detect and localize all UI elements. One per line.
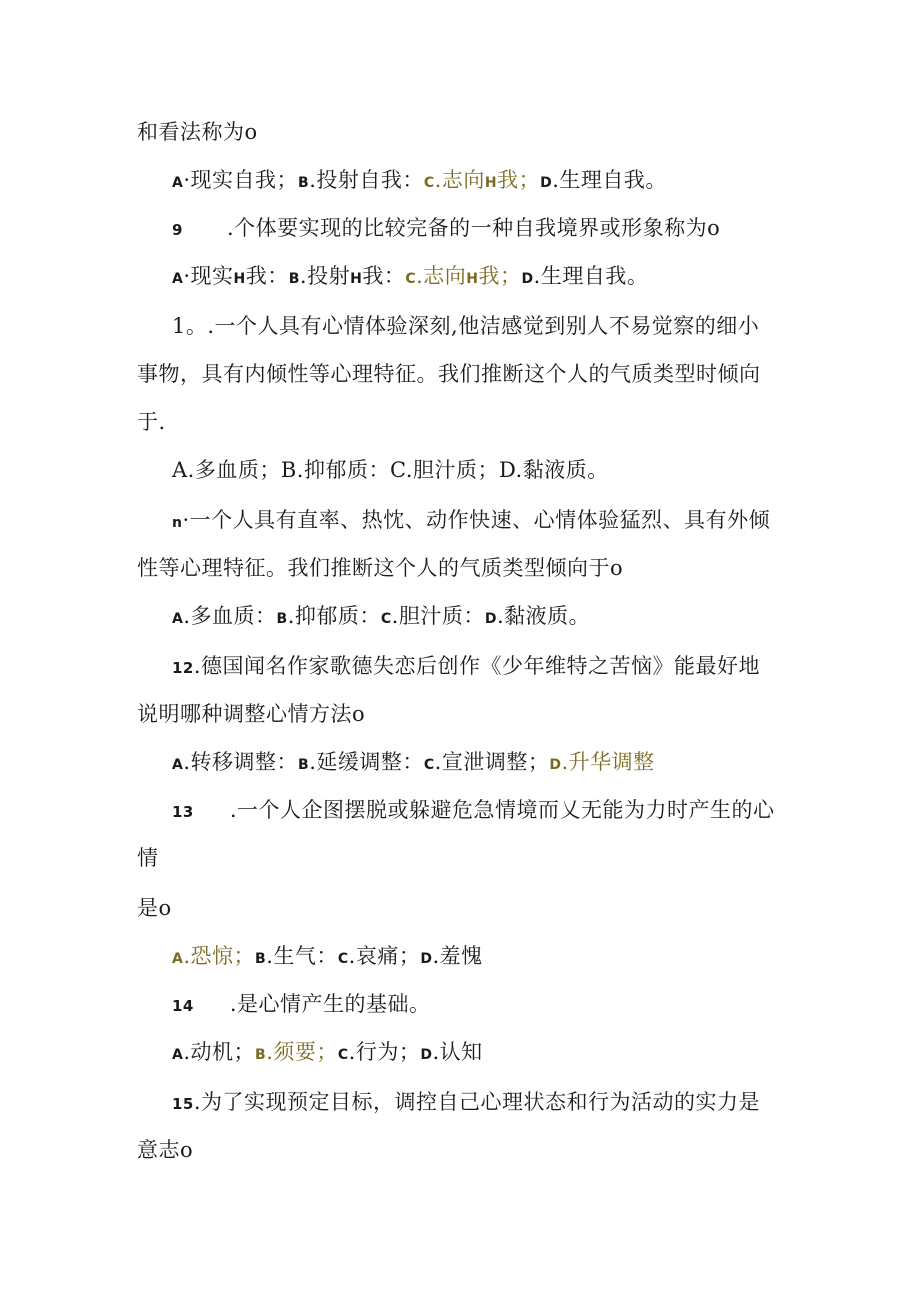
q10-line1 xyxy=(172,312,759,340)
question-number: 13 xyxy=(172,803,194,821)
option-d-marker: D xyxy=(521,271,534,287)
option-b-marker: B xyxy=(255,951,267,967)
question-text: .德国闻名作家歌德失恋后创作《少年维特之苦恼》能最好地 xyxy=(193,654,761,678)
q13-line1 xyxy=(172,796,775,826)
q10-line2 xyxy=(137,360,761,388)
q7-continuation xyxy=(137,118,258,146)
text: 和看法称为o xyxy=(137,120,258,144)
q15-line2 xyxy=(137,1136,193,1164)
option-a-text: ·现实 xyxy=(183,264,234,288)
option-c-text-end: 我； xyxy=(497,168,541,192)
option-b-text: .投射自我： xyxy=(309,168,424,192)
q10-options xyxy=(172,456,609,484)
option-a-text: ·现实自我； xyxy=(183,168,299,192)
option-a-text: .多血质： xyxy=(183,604,277,628)
option-b-marker: B xyxy=(298,757,310,773)
option-c-marker: C xyxy=(423,175,435,191)
q14-question xyxy=(172,990,431,1020)
question-text: .为了实现预定目标，调控自己心理状态和行为活动的实力是 xyxy=(193,1090,761,1114)
option-c-text: .胆汁质： xyxy=(391,604,485,628)
option-b-marker: B xyxy=(255,1047,267,1063)
option-d-marker: D xyxy=(549,757,562,773)
question-number: 15 xyxy=(172,1095,194,1113)
option-c-marker: C xyxy=(423,757,435,773)
q8-options xyxy=(172,166,667,197)
option-b-marker: B xyxy=(298,175,310,191)
q13-line2 xyxy=(137,844,159,872)
option-d-text: .生理自我。 xyxy=(552,168,667,192)
q15-line1 xyxy=(172,1088,760,1118)
option-d-text: .认知 xyxy=(432,1040,483,1064)
option-b-marker: B xyxy=(288,271,300,287)
question-text: ·一个人具有直率、热忱、动作快速、心情体验猛烈、具有外倾 xyxy=(182,508,771,532)
option-a-marker: A xyxy=(172,611,184,627)
option-b-text: .投射 xyxy=(299,264,351,288)
option-d-answer xyxy=(549,750,654,774)
q13-line3 xyxy=(137,894,172,922)
option-b-text: .延缓调整： xyxy=(309,750,424,774)
question-text: 于. xyxy=(137,410,166,434)
q9-question xyxy=(172,214,720,244)
option-b-text: .抑郁质： xyxy=(287,604,381,628)
option-a-marker: A xyxy=(172,951,184,967)
question-text: 意志o xyxy=(137,1138,194,1162)
q11-line2 xyxy=(137,554,623,582)
option-d-text: .生理自我。 xyxy=(533,264,649,288)
option-a-text-end: 我： xyxy=(245,264,289,288)
option-a-text: .动机； xyxy=(183,1040,256,1064)
question-number: 9 xyxy=(172,221,183,239)
option-c-text: .行为； xyxy=(348,1040,421,1064)
option-c-text: .志向 xyxy=(434,168,485,192)
question-text: .是心情产生的基础。 xyxy=(229,992,431,1016)
question-text: 1。.一个人具有心情体验深刻,他洁感觉到别人不易觉察的细小 xyxy=(172,314,760,338)
q11-line1 xyxy=(172,506,770,537)
option-b-answer xyxy=(255,1040,338,1064)
option-c-answer xyxy=(424,168,540,192)
question-text: 事物，具有内倾性等心理特征。我们推断这个人的气质类型时倾向 xyxy=(137,362,761,386)
option-d-text: .羞愧 xyxy=(432,944,483,968)
option-a-marker: A xyxy=(172,757,184,773)
q12-line1 xyxy=(172,652,760,682)
q11-options xyxy=(172,602,590,633)
option-d-marker: D xyxy=(484,611,497,627)
option-d-text: .黏液质。 xyxy=(496,604,591,628)
question-marker: n xyxy=(172,515,183,531)
option-b-marker: B xyxy=(276,611,288,627)
q14-options xyxy=(172,1038,483,1069)
question-text: 情 xyxy=(137,846,159,870)
option-c-marker: C xyxy=(337,951,349,967)
option-b-text: .须要； xyxy=(266,1040,338,1064)
option-d-text: .升华调整 xyxy=(561,750,655,774)
option-b-text-end: 我： xyxy=(362,264,406,288)
option-a-answer xyxy=(172,944,255,968)
question-text: .个体要实现的比较完备的一种自我境界或形象称为o xyxy=(226,216,721,240)
option-c-text: .宣泄调整； xyxy=(434,750,550,774)
options-text: A.多血质；B.抑郁质：C.胆汁质；D.黏液质。 xyxy=(172,458,609,482)
q12-line2 xyxy=(137,700,365,728)
option-c-answer xyxy=(405,264,521,288)
q9-options xyxy=(172,262,648,293)
option-c-glyph: H xyxy=(466,271,479,287)
question-number: 12 xyxy=(172,659,194,677)
option-a-marker: A xyxy=(172,271,184,287)
option-d-marker: D xyxy=(420,1047,433,1063)
option-c-text-end: 我； xyxy=(478,264,522,288)
option-c-text: .哀痛； xyxy=(348,944,421,968)
option-a-text: .恐惊； xyxy=(183,944,256,968)
option-a-glyph: H xyxy=(233,271,246,287)
option-c-marker: C xyxy=(380,611,392,627)
question-text: .一个人企图摆脱或躲避危急情境而乂无能为力时产生的心 xyxy=(229,798,775,822)
option-d-marker: D xyxy=(540,175,553,191)
option-a-marker: A xyxy=(172,1047,184,1063)
question-text: 是o xyxy=(137,896,172,920)
q12-options xyxy=(172,748,655,779)
option-c-marker: C xyxy=(405,271,417,287)
question-text: 说明哪种调整心情方法o xyxy=(137,702,366,726)
question-number: 14 xyxy=(172,997,194,1015)
option-a-text: .转移调整： xyxy=(183,750,299,774)
q10-line3 xyxy=(137,408,166,436)
question-text: 性等心理特征。我们推断这个人的气质类型倾向于o xyxy=(137,556,624,580)
option-c-marker: C xyxy=(337,1047,349,1063)
option-b-text: .生气： xyxy=(266,944,338,968)
option-d-marker: D xyxy=(420,951,433,967)
option-c-text: .志向 xyxy=(416,264,467,288)
option-b-glyph: H xyxy=(350,271,363,287)
q13-options xyxy=(172,942,483,973)
option-c-glyph: H xyxy=(484,175,498,191)
option-a-marker: A xyxy=(172,175,184,191)
